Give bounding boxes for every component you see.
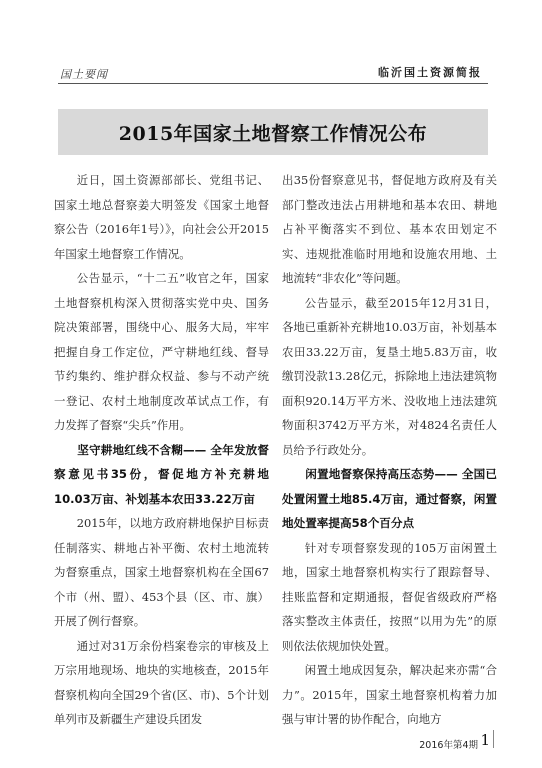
article-title: 2015年国家土地督察工作情况公布 — [118, 122, 428, 145]
paragraph: 公告显示，截至2015年12月31日，各地已重新补充耕地10.03万亩，补划基本农田33.22万亩，复垦土地5.83万亩，收缴罚没款13.28亿元，拆除地上违法建筑物面积920.14万平方米、没收地上违法建筑物面积3742万平方米，对4824名责任人员给予行政处分。 — [282, 295, 497, 457]
left-column — [54, 168, 269, 732]
issue-label: 2016年第4期 — [419, 740, 478, 751]
title-banner — [58, 109, 488, 155]
section-label: 国土要闻 — [60, 68, 108, 81]
paragraph: 近日，国土资源部部长、党组书记、国家土地总督察姜大明签发《国家土地督察公告（2016年1号）》，向社会公开2015年国家土地督察工作情况。 — [54, 173, 269, 261]
header-rule — [58, 83, 488, 84]
right-column — [282, 168, 497, 732]
subheading: 坚守耕地红线不含糊—— 全年发放督察意见书35份，督促地方补充耕地10.03万亩、补划基本农田33.22万亩 — [54, 442, 269, 506]
publication-name: 临沂国土资源简报 — [378, 66, 482, 79]
paragraph: 2015年，以地方政府耕地保护目标责任制落实、耕地占补平衡、农村土地流转为督察重点，国家土地督察机构在全国67个市（州、盟）、453个县（区、市、旗）开展了例行督察。 — [54, 516, 269, 628]
page-number: 1 — [480, 731, 490, 749]
footer-divider — [493, 730, 494, 748]
paragraph: 通过对31万余份档案卷宗的审核及上万宗用地现场、地块的实地核查，2015年督察机构向全国29个省(区、市)、5个计划单列市及新疆生产建设兵团发 — [54, 638, 269, 726]
subheading: 闲置地督察保持高压态势—— 全国已处置闲置土地85.4万亩，通过督察，闲置地处置率提高58个百分点 — [282, 467, 497, 530]
paragraph-continued: 出35份督察意见书，督促地方政府及有关部门整改违法占用耕地和基本农田、耕地占补平衡落实不到位、基本农田划定不实、违规批准临时用地和设施农用地、土地流转“非农化”等问题。 — [282, 173, 497, 285]
paragraph: 针对专项督察发现的105万亩闲置土地，国家土地督察机构实行了跟踪督导、挂账监督和定期通报，督促省级政府严格落实整改主体责任，按照“以用为先”的原则依法依规加快处置。 — [282, 540, 497, 653]
paragraph: 公告显示，“十二五”收官之年，国家土地督察机构深入贯彻落实党中央、国务院决策部署，围绕中心、服务大局，牢牢把握自身工作定位，严守耕地红线、督导节约集约、维护群众权益、参与不动产统一登记、农村土地制度改革试点工作，有力发挥了督察“尖兵”作用。 — [54, 271, 269, 432]
paragraph: 闲置土地成因复杂，解决起来亦需“合力”。2015年，国家土地督察机构着力加强与审计署的协作配合，向地方 — [282, 663, 497, 726]
